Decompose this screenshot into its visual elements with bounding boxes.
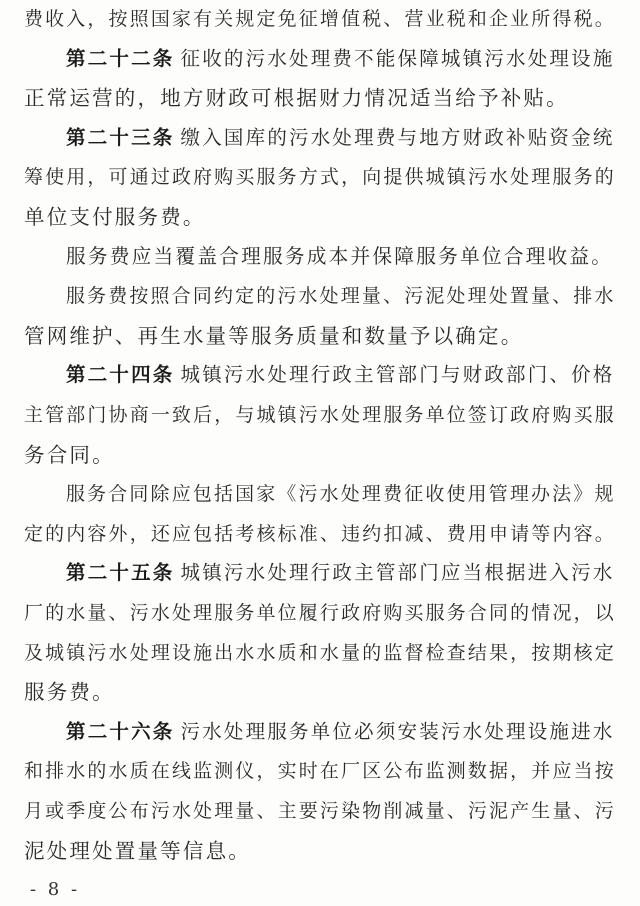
body-line: 服务费应当覆盖合理服务成本并保障服务单位合理收益。	[66, 244, 614, 268]
article-number: 第二十四条	[66, 363, 175, 387]
body-line: 主管部门协商一致后，与城镇污水处理服务单位签订政府购买服	[24, 404, 616, 426]
body-line: 单位支付服务费。	[24, 205, 206, 229]
article-23-heading-line: 第二十三条 缴入国库的污水处理费与地方财政补贴资金统	[66, 125, 615, 149]
article-number: 第二十五条	[66, 561, 175, 585]
article-25-heading-line: 第二十五条 城镇污水处理行政主管部门应当根据进入污水	[66, 561, 615, 585]
body-line: 筹使用，可通过政府购买服务方式，向提供城镇污水处理服务的	[24, 166, 616, 189]
body-line: 月或季度公布污水处理量、主要污染物削减量、污泥产生量、污	[24, 800, 616, 822]
body-line: 服务费。	[24, 680, 115, 705]
body-line: 及城镇污水处理设施出水水质和水量的监督检查结果，按期核定	[24, 641, 616, 664]
article-22-heading-line: 第二十二条 征收的污水处理费不能保障城镇污水处理设施	[66, 46, 615, 70]
body-line: 正常运营的，地方财政可根据财力情况适当给予补贴。	[24, 86, 569, 111]
body-line: 定的内容外，还应包括考核标准、违约扣减、费用申请等内容。	[24, 522, 616, 545]
article-26-heading-line: 第二十六条 污水处理服务单位必须安装污水处理设施进水	[66, 719, 615, 743]
body-line: 厂的水量、污水处理服务单位履行政府购买服务合同的情况，以	[24, 602, 616, 624]
body-line: 管网维护、再生水量等服务质量和数量予以确定。	[24, 323, 524, 348]
body-line: 服务费按照合同约定的污水处理量、污泥处理处置量、排水	[66, 285, 616, 308]
article-24-heading-line: 第二十四条 城镇污水处理行政主管部门与财政部门、价格	[66, 363, 615, 387]
article-number: 第二十三条	[66, 125, 175, 149]
article-number: 第二十二条	[66, 46, 175, 70]
body-line: 服务合同除应包括国家《污水处理费征收使用管理办法》规	[66, 483, 616, 506]
body-line: 和排水的水质在线监测仪，实时在厂区公布监测数据，并应当按	[24, 760, 616, 783]
body-line: 泥处理处置量等信息。	[24, 838, 251, 863]
page-number: - 8 -	[30, 879, 81, 900]
body-line: 费收入，按照国家有关规定免征增值税、营业税和企业所得税。	[24, 8, 616, 30]
article-number: 第二十六条	[66, 719, 175, 743]
body-line: 务合同。	[24, 442, 115, 467]
